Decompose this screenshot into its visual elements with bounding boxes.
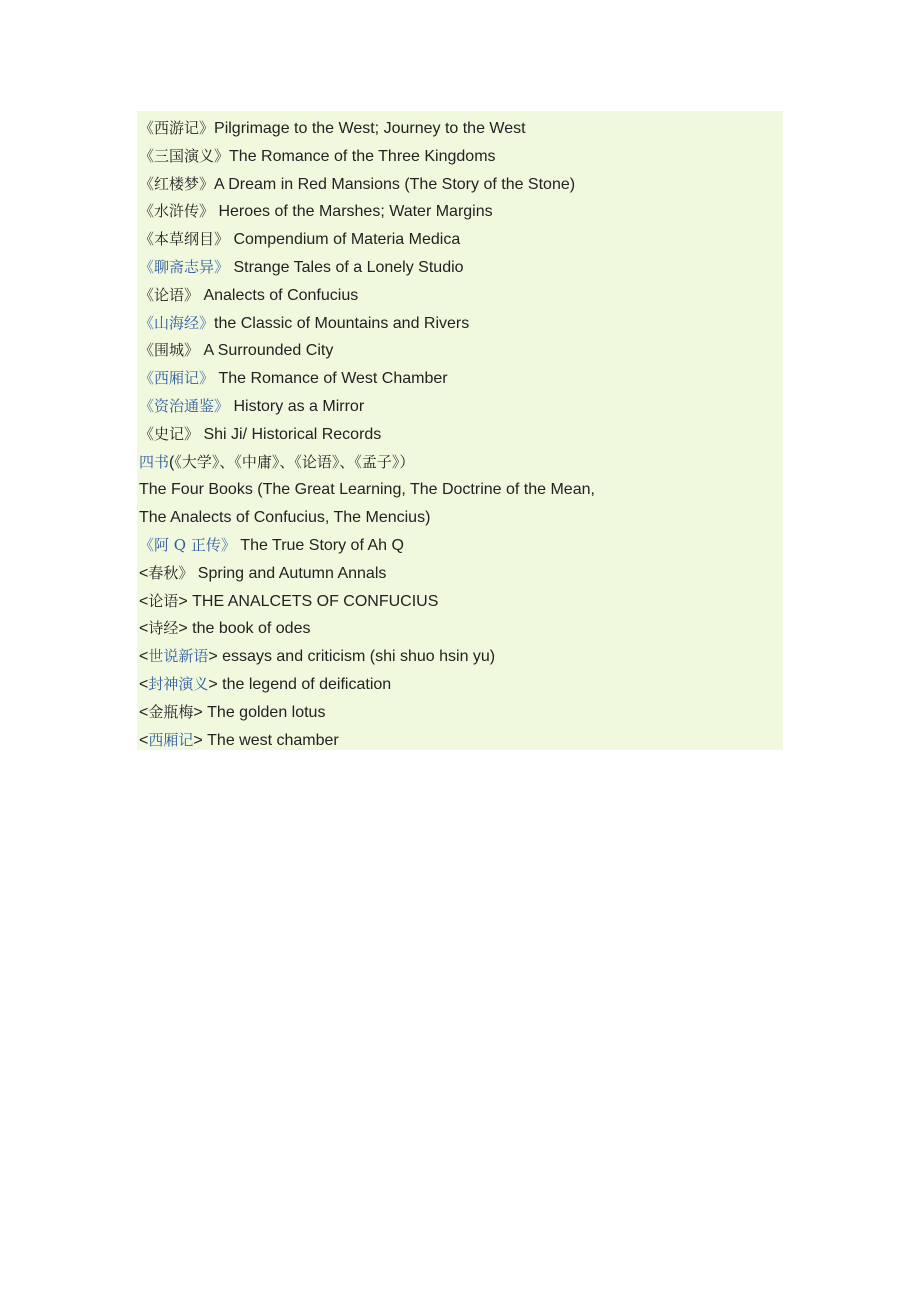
book-title-link[interactable]: 《西厢记》	[139, 369, 215, 388]
book-entry	[139, 143, 779, 171]
book-entry	[139, 504, 779, 532]
book-title-link[interactable]: 《资治通鉴》	[139, 396, 230, 415]
book-entry	[139, 588, 779, 616]
english-title: <	[139, 620, 149, 638]
book-title-link[interactable]: 四书	[139, 452, 170, 471]
chinese-title: 《史记》	[139, 424, 200, 443]
chinese-title: 春秋》	[148, 563, 194, 582]
english-title: The Analects of Confucius, The Mencius)	[139, 509, 431, 527]
book-entry	[139, 476, 779, 504]
chinese-title: 《水浒传》	[139, 202, 215, 221]
book-entry	[139, 171, 779, 199]
chinese-title: 《围城》	[139, 341, 200, 360]
english-title: Pilgrimage to the West; Journey to the West	[214, 120, 526, 137]
book-title-link[interactable]: 《聊斋志异》	[139, 257, 230, 276]
chinese-title: 《本草纲目》	[139, 230, 230, 249]
english-title: Compendium of Materia Medica	[229, 231, 461, 249]
book-title-link[interactable]: 西厢记	[148, 730, 194, 749]
english-title: History as a Mirror	[229, 397, 365, 415]
english-title: > The west chamber	[193, 731, 339, 749]
english-title: The Romance of the Three Kingdoms	[229, 147, 496, 165]
chinese-title: 《大学》、《中庸》、《论语》、《孟子》）	[174, 452, 415, 471]
english-title: <	[139, 648, 149, 666]
chinese-title: 《红楼梦》	[139, 174, 215, 193]
book-entry	[139, 421, 779, 449]
english-title: Shi Ji/ Historical Records	[199, 425, 382, 443]
english-title: Heroes of the Marshes; Water Margins	[214, 203, 493, 221]
chinese-title: 论语	[148, 591, 179, 610]
english-title: Analects of Confucius	[199, 286, 359, 304]
book-title-link[interactable]: 世说新语	[148, 647, 209, 666]
book-title-list	[139, 115, 779, 754]
english-title: <	[139, 675, 149, 693]
book-title-link[interactable]: 《山海经》	[139, 313, 215, 332]
book-entry	[139, 532, 779, 560]
chinese-title: 《论语》	[139, 285, 200, 304]
english-title: A Dream in Red Mansions (The Story of the Stone)	[214, 175, 576, 193]
chinese-title: 金瓶梅	[148, 702, 194, 721]
book-entry	[139, 393, 779, 421]
book-entry	[139, 282, 779, 310]
book-title-link[interactable]: 封神演义	[148, 674, 209, 693]
english-title: > The golden lotus	[193, 703, 326, 721]
english-title: Spring and Autumn Annals	[193, 564, 387, 582]
english-title: A Surrounded City	[199, 342, 334, 360]
chinese-title: 《三国演义》	[139, 146, 230, 165]
chinese-title: 《西游记》	[139, 119, 215, 137]
book-entry	[139, 699, 779, 727]
english-title: The Four Books (The Great Learning, The Doctrine of the Mean,	[139, 481, 595, 499]
book-entry	[139, 449, 779, 477]
book-title-link[interactable]: 《阿 Q 正传》	[139, 535, 236, 554]
book-entry	[139, 560, 779, 588]
book-entry	[139, 115, 779, 143]
chinese-title: 诗经	[148, 619, 179, 638]
english-title: <	[139, 731, 149, 749]
english-title: <	[139, 703, 149, 721]
book-entry	[139, 226, 779, 254]
english-title: Strange Tales of a Lonely Studio	[229, 258, 464, 276]
english-title: > THE ANALCETS OF CONFUCIUS	[178, 592, 439, 610]
english-title: (	[169, 453, 175, 471]
book-entry	[139, 643, 779, 671]
book-entry	[139, 337, 779, 365]
english-title: <	[139, 564, 149, 582]
book-entry	[139, 310, 779, 338]
book-entry	[139, 198, 779, 226]
book-entry	[139, 671, 779, 699]
english-title: > the legend of deification	[208, 675, 392, 693]
english-title: the Classic of Mountains and Rivers	[214, 314, 470, 332]
english-title: <	[139, 592, 149, 610]
book-entry	[139, 615, 779, 643]
english-title: The True Story of Ah Q	[235, 536, 404, 554]
book-entry	[139, 727, 779, 755]
english-title: The Romance of West Chamber	[214, 370, 448, 388]
book-entry	[139, 365, 779, 393]
english-title: > the book of odes	[178, 620, 311, 638]
book-entry	[139, 254, 779, 282]
english-title: > essays and criticism (shi shuo hsin yu)	[208, 648, 496, 666]
